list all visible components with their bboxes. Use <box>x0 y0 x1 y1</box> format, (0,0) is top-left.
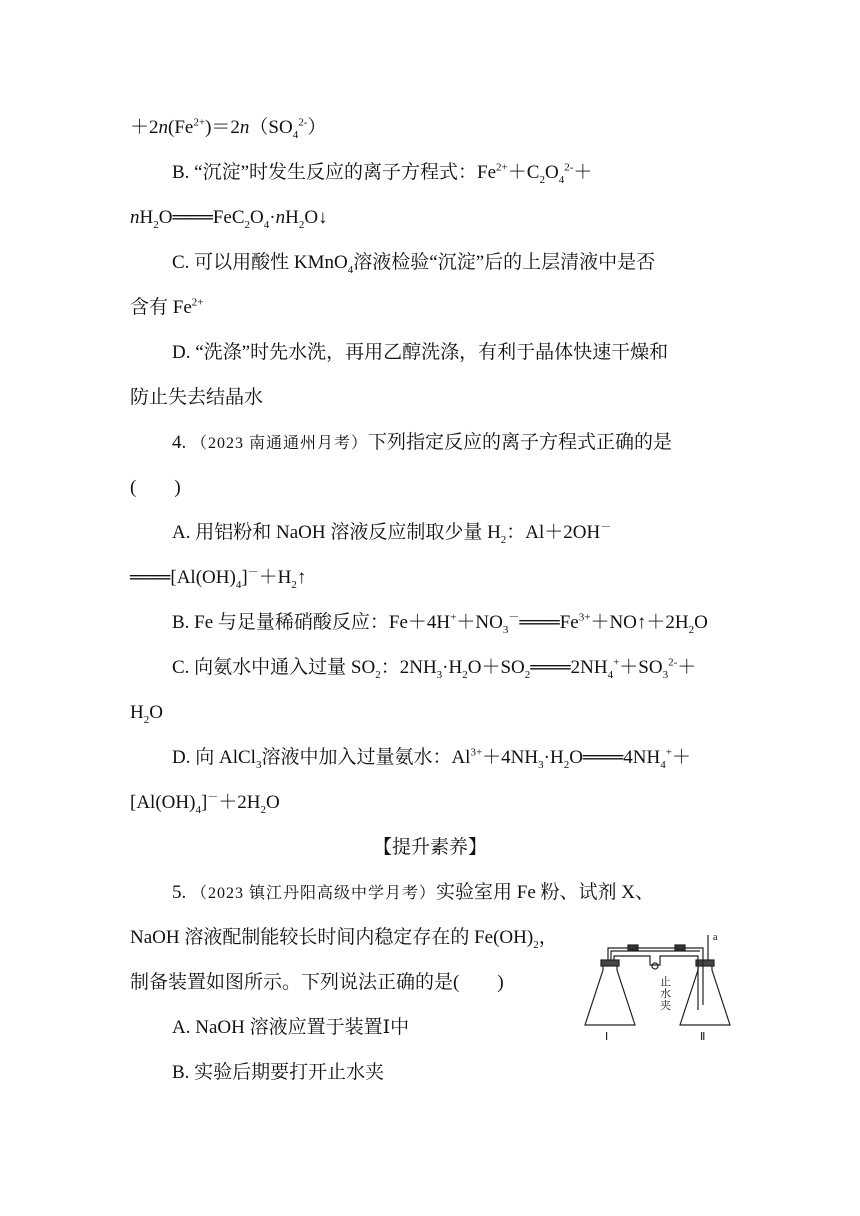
apparatus-figure <box>580 930 740 1045</box>
q4-option-c-line-2: $H_2O$ <box>130 702 163 726</box>
tube-2 <box>614 956 698 1010</box>
q4-option-a-line-1: A. 用铝粉和 NaOH 溶液反应制取少量 $H_2$：Al＋2OH－ <box>172 521 612 546</box>
question-4-stem: 4. （2023 南通通州月考）下列指定反应的离子方程式正确的是 <box>172 432 673 453</box>
q5-option-b: B. 实验后期要打开止水夹 <box>172 1062 385 1083</box>
option-b-line-1: B. “沉淀”时发生反应的离子方程式：$Fe^{2+}+C_2O_4^{2-}+$ <box>172 161 593 186</box>
flask-2-label: Ⅱ <box>700 1031 706 1043</box>
section-heading: 【提升素养】 <box>372 837 487 858</box>
water-clamp-icon <box>652 963 658 969</box>
flask-1 <box>585 965 635 1025</box>
q4-option-b: B. Fe 与足量稀硝酸反应：$Fe+4H^++NO_3^-═══Fe^{3+}+NO↑+2H_2O$ <box>172 611 708 636</box>
question-5-line-3: 制备装置如图所示。下列说法正确的是( ) <box>130 972 504 993</box>
label-a: a <box>713 932 718 943</box>
q4-option-d-line-1: D. 向 AlCl$_3$溶液中加入过量氨水：$Al^{3+}+4NH_3\cdot H_2O═══4NH_4^++$ <box>172 746 691 771</box>
q4-option-c-line-1: C. 向氨水中通入过量 $SO_2$：$2NH_3\cdot H_2O+SO_2═══2NH_4^++SO_3^{2-}+$ <box>172 656 697 681</box>
clamp-2 <box>675 945 685 950</box>
q4-option-d-line-2: $[Al(OH)_4]^-+2H_2O$ <box>130 791 280 816</box>
option-d-line-1: D. “洗涤”时先水洗，再用乙醇洗涤，有利于晶体快速干燥和 <box>172 342 669 363</box>
text-line-1: $+2n(Fe^{2+})=2n(SO_4^{2-})$ <box>130 116 327 141</box>
question-5-stem: 5. （2023 镇江丹阳高级中学月考）实验室用 Fe 粉、试剂 X、 <box>172 882 654 903</box>
q5-option-a: A. NaOH 溶液应置于装置Ⅰ中 <box>172 1017 410 1038</box>
option-c-line-2: 含有 $Fe^{2+}$ <box>130 296 204 318</box>
clamp-label-1: 止 <box>660 976 671 988</box>
flask-1-label: Ⅰ <box>605 1031 609 1043</box>
q4-option-a-line-2: $═══[Al(OH)_4]^-+H_2↑$ <box>130 566 307 591</box>
stopper-2 <box>696 960 714 966</box>
stopper-1 <box>601 960 619 966</box>
option-d-line-2: 防止失去结晶水 <box>130 387 264 408</box>
option-c-line-1: C. 可以用酸性 KMnO$_4$溶液检验“沉淀”后的上层清液中是否 <box>172 252 656 276</box>
question-4-answer-paren: ( ) <box>130 477 181 498</box>
flask-2 <box>680 965 730 1025</box>
clamp-label-3: 夹 <box>660 1000 671 1012</box>
option-b-line-2: $nH_2O═══FeC_2O_4\cdot nH_2O↓$ <box>130 207 328 231</box>
question-5-line-2: NaOH 溶液配制能较长时间内稳定存在的 $Fe(OH)_2$， <box>130 927 558 951</box>
clamp-1 <box>628 945 638 950</box>
clamp-label-2: 水 <box>660 988 671 1000</box>
